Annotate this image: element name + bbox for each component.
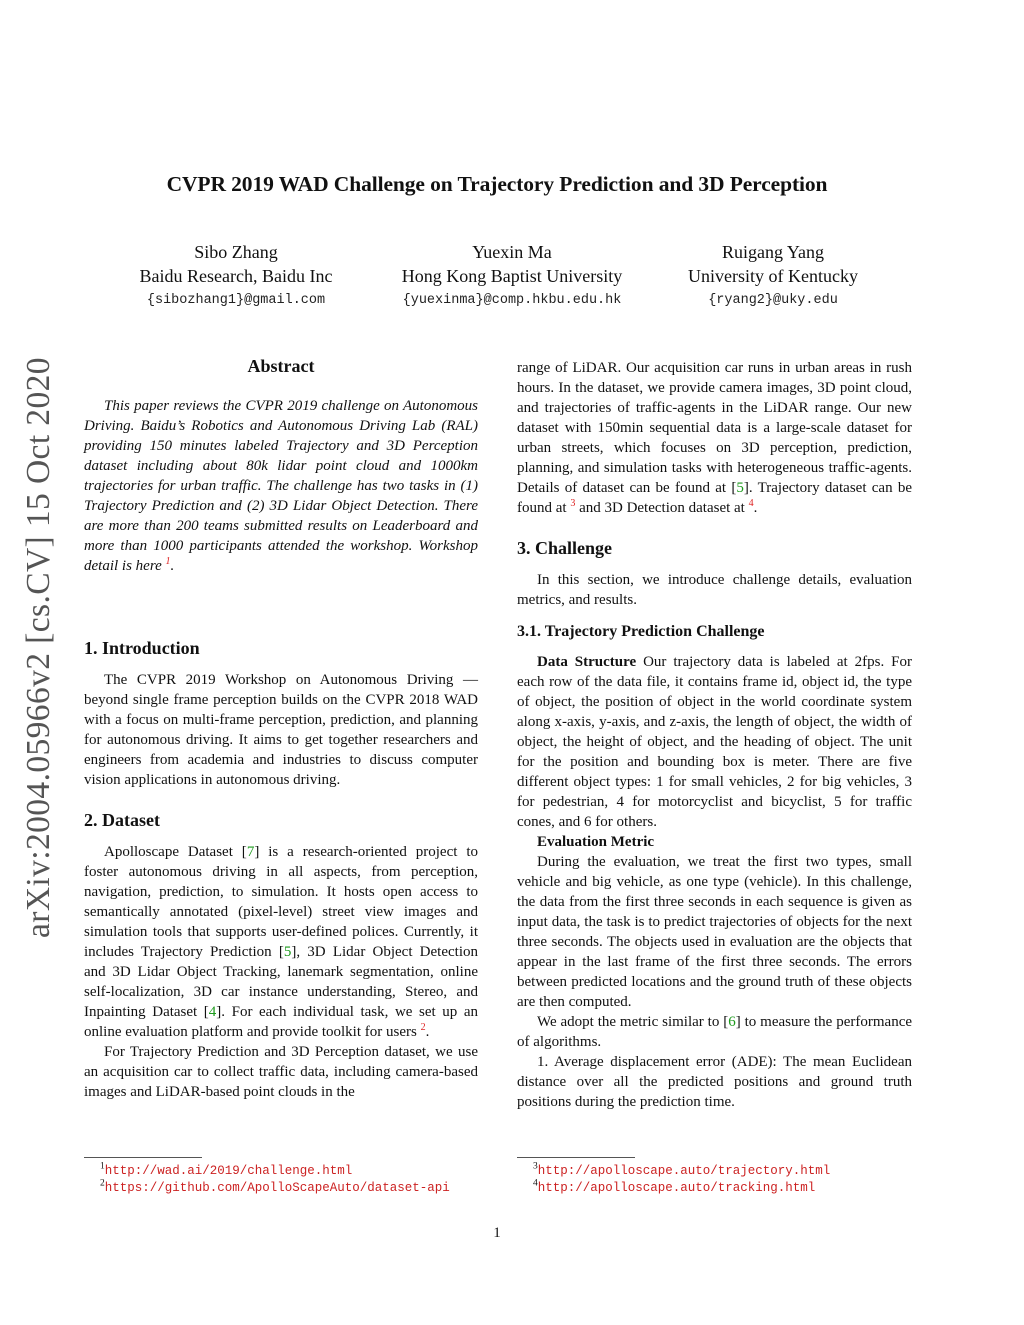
author-email: {ryang2}@uky.edu: [708, 293, 838, 308]
author-affiliation: Baidu Research, Baidu Inc: [139, 266, 333, 286]
dataset-paragraph-2-start: For Trajectory Prediction and 3D Perception dataset, we use an acquisition car to collect traffic data, including camera-based images and LiDAR-based point clouds in the: [84, 1044, 478, 1100]
citation-link[interactable]: 5: [736, 480, 744, 496]
evaluation-metric-paragraph: During the evaluation, we treat the first two types, small vehicle and big vehicle, as one type (vehicle). In this challenge, the data from the first three seconds in each sequence is given as input data, the task is to predict trajectories of objects for the next three seconds. The objects used in evaluation are the objects that appear in the last frame of the first three seconds. The errors between predicted locations and the ground truth of these objects are then computed.: [517, 854, 912, 1010]
paper-title: CVPR 2019 WAD Challenge on Trajectory Prediction and 3D Perception: [166, 172, 828, 196]
author-email: {sibozhang1}@gmail.com: [146, 293, 326, 308]
dataset-paragraph-1: Apolloscape Dataset [7] is a research-oriented project to foster autonomous driving in all aspects, from perception, navigation, prediction, to simulation. It hosts open access to semantically annotated (pixel-level) street view images and simulation tools that supports user-defined polices. Currently, it includes Trajectory Prediction [5], 3D Lidar Object Detection and 3D Lidar Object Tracking, lanemark segmentation, online self-localization, 3D car instance understanding, Stereo, and Inpainting Dataset [4]. For each individual task, we set up an online evaluation platform and provide toolkit for users $^2$.: [84, 844, 479, 1040]
author-affiliation: University of Kentucky: [688, 266, 858, 286]
footnote-link[interactable]: http://wad.ai/2019/challenge.html: [104, 1164, 353, 1178]
section-heading-introduction: 1. Introduction: [84, 638, 200, 658]
ade-paragraph: 1. Average displacement error (ADE): The mean Euclidean distance over all the predicted positions and ground truth positions during the prediction time.: [517, 1054, 912, 1110]
evaluation-metric-label-line: [517, 832, 912, 852]
author-name: Ruigang Yang: [721, 242, 824, 262]
abstract-heading: Abstract: [247, 356, 315, 376]
author-block-1: [100, 240, 372, 314]
evaluation-metric-label: Evaluation Metric: [537, 834, 655, 850]
left-column: [84, 356, 478, 1102]
author-name: Sibo Zhang: [194, 242, 278, 262]
footnote-link[interactable]: https://github.com/ApolloScapeAuto/dataset-api: [104, 1181, 450, 1195]
footnote-rule: [517, 1157, 635, 1158]
footnote-link[interactable]: http://apolloscape.auto/trajectory.html: [537, 1164, 831, 1178]
author-affiliation: Hong Kong Baptist University: [401, 266, 623, 286]
right-column: [517, 358, 912, 1112]
section-heading-challenge: 3. Challenge: [517, 538, 613, 558]
page-number: 1: [493, 1225, 501, 1241]
footnote-4: $^4$http://apolloscape.auto/tracking.html: [533, 1178, 816, 1195]
subsection-heading-trajectory: 3.1. Trajectory Prediction Challenge: [517, 623, 765, 640]
intro-paragraph: The CVPR 2019 Workshop on Autonomous Driving — beyond single frame perception builds on the CVPR 2018 WAD with a focus on multi-frame perception, prediction, and planning for autonomous driving. It aims to get together researchers and engineers from academia and industries to discuss computer vision applications in autonomous driving.: [84, 672, 478, 788]
footnote-2: $^2$https://github.com/ApolloScapeAuto/dataset-api: [100, 1178, 450, 1195]
author-block-2: [372, 240, 652, 314]
citation-link[interactable]: 7: [246, 844, 255, 860]
footnote-mark-3[interactable]: 3: [570, 498, 576, 509]
data-structure-paragraph: Data Structure Our trajectory data is labeled at 2fps. For each row of the data file, it contains frame id, object id, the type of object, the position of object in the world coordinate system along x-axis, y-axis, and z-axis, the length of object, the width of object, the height of object, and the heading of object. The unit for the position and bounding box is meter. There are five different object types: 1 for small vehicles, 2 for big vehicles, 3 for pedestrian, 4 for motorcyclist and bicyclist, 5 for traffic cones, and 6 for others.: [517, 654, 912, 830]
footnote-link[interactable]: http://apolloscape.auto/tracking.html: [537, 1181, 816, 1195]
challenge-intro: In this section, we introduce challenge details, evaluation metrics, and results.: [517, 572, 912, 608]
citation-link[interactable]: 4: [208, 1004, 217, 1020]
author-name: Yuexin Ma: [472, 242, 552, 262]
citation-link[interactable]: 6: [728, 1014, 736, 1030]
citation-link[interactable]: 5: [283, 944, 292, 960]
author-block-3: [652, 240, 894, 314]
abstract-text: This paper reviews the CVPR 2019 challenge on Autonomous Driving. Baidu’s Robotics and Autonomous Driving Lab (RAL) providing 150 minutes labeled Trajectory and 3D Perception dataset including about 80k lidar point cloud and 1000km trajectories for urban traffic. The challenge has two tasks in (1) Trajectory Prediction and (2) 3D Lidar Object Detection. There are more than 200 teams submitted results on Leaderboard and more than 1000 participants attended the workshop. Workshop detail is here $^1$.: [84, 398, 478, 574]
footnote-rule: [84, 1157, 202, 1158]
section-heading-dataset: 2. Dataset: [84, 810, 160, 830]
footnote-3: $^3$http://apolloscape.auto/trajectory.html: [533, 1161, 831, 1178]
dataset-paragraph-2-continued: range of LiDAR. Our acquisition car runs in urban areas in rush hours. In the dataset, we provide camera images, 3D point cloud, and trajectories of traffic-agents in the LiDAR range. Our new dataset with 150min sequential data is a large-scale dataset for urban streets, which focuses on 3D perception, prediction, planning, and simulation tasks with heterogeneous traffic-agents. Details of dataset can be found at [5]. Trajectory dataset can be found at $^3$ and 3D Detection dataset at $^4$.: [517, 360, 913, 516]
data-structure-label: Data Structure: [537, 654, 637, 670]
footnote-mark-2[interactable]: 2: [420, 1022, 426, 1033]
metric-paragraph: We adopt the metric similar to [6] to measure the performance of algorithms.: [517, 1014, 913, 1050]
author-email: {yuexinma}@comp.hkbu.edu.hk: [402, 293, 622, 308]
footnote-mark-1[interactable]: 1: [165, 556, 171, 567]
arxiv-stamp: arXiv:2004.05966v2 [cs.CV] 15 Oct 2020: [20, 357, 57, 938]
footnote-mark-4[interactable]: 4: [748, 498, 754, 509]
footnote-1: $^1$http://wad.ai/2019/challenge.html: [100, 1161, 353, 1178]
